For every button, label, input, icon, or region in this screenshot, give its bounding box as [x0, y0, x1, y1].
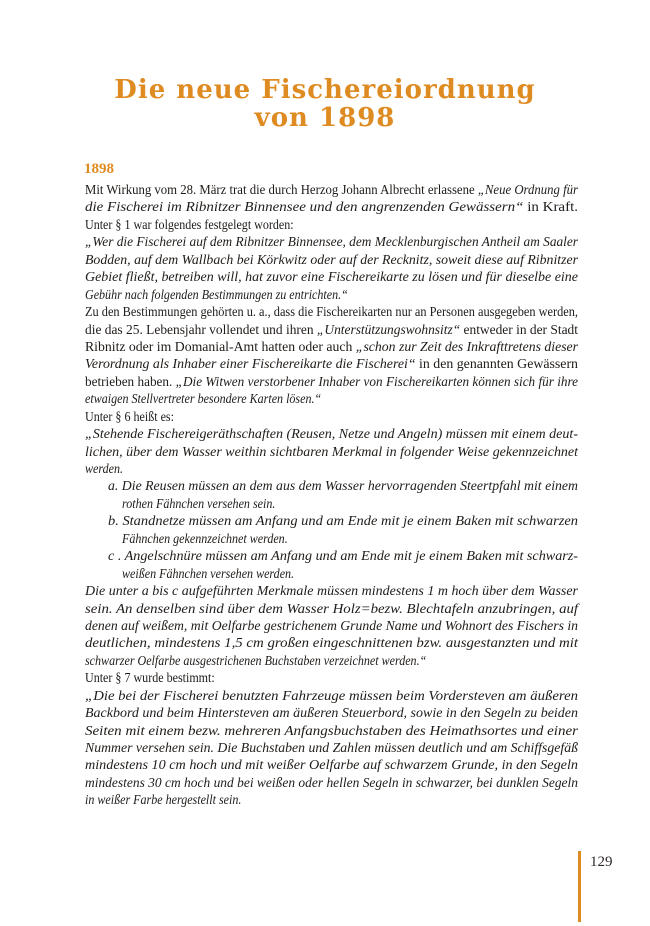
- quoted-italic-text: die Fischerei im Ribnitzer Binnensee und den angrenzenden Gewässern“: [85, 200, 524, 216]
- line-text: [85, 705, 578, 722]
- quoted-italic-text: „Unterstützungswohnsitz“: [316, 322, 461, 338]
- narrative-text: die das 25. Lebensjahr vollendet und ihren: [85, 322, 317, 338]
- narrative-text: betrieben haben.: [85, 374, 176, 390]
- body-line: [85, 635, 578, 652]
- quoted-italic-text: b. Standnetze müssen am Anfang und am Ende mit je einem Baken mit schwarzen: [108, 514, 578, 530]
- line-text: [108, 548, 578, 565]
- body-line: [85, 426, 578, 443]
- quoted-italic-text: „Stehende Fischereigeräthschaften (Reusen, Netze und Angeln) müssen mit einem deut-: [85, 427, 578, 443]
- narrative-text: Unter § 7 wurde bestimmt:: [85, 671, 215, 687]
- body-line: [85, 653, 578, 670]
- body-line: [85, 322, 578, 339]
- quoted-italic-text: Gebiet fließt, betreiben will, hat zuvor eine Fischereikarte zu lösen und für dieselbe eine: [85, 270, 578, 286]
- body-line: [85, 391, 578, 408]
- quoted-italic-text: c . Angelschnüre müssen am Anfang und am Ende mit je einem Baken mit schwarz-: [108, 549, 578, 565]
- line-text: [85, 409, 174, 426]
- quoted-italic-text: „Die Witwen verstorbener Inhaber von Fischereikarten können sich für ihre: [175, 374, 578, 390]
- body-line: [85, 670, 578, 687]
- line-text: [85, 635, 578, 652]
- quoted-italic-text: „Wer die Fischerei auf dem Ribnitzer Binnensee, dem Mecklenburgischen Antheil am Saaler: [85, 235, 578, 251]
- line-text: [85, 426, 578, 443]
- body-line: [85, 287, 578, 304]
- line-text: [85, 356, 578, 373]
- body-line: [85, 356, 578, 373]
- quoted-italic-text: Fähnchen gekennzeichnet werden.: [122, 531, 288, 547]
- line-text: [122, 566, 294, 583]
- body-line: [85, 775, 578, 792]
- narrative-text: entweder in der Stadt: [460, 322, 578, 338]
- quoted-italic-text: schwarzer Oelfarbe ausgestrichenen Buchstaben verzeichnet werden.“: [85, 653, 427, 669]
- line-text: [85, 391, 321, 408]
- line-text: [122, 496, 275, 513]
- quoted-italic-text: mindestens 30 cm hoch und bei weißen oder hellen Segeln in schwarzer, bei dunklen Segeln: [85, 775, 578, 791]
- line-text: [85, 670, 215, 687]
- section-heading-year: 1898: [84, 161, 114, 177]
- body-line: [85, 496, 578, 513]
- body-line: [85, 583, 578, 600]
- line-text: [85, 234, 578, 251]
- narrative-text: Ribnitz oder im Domanial-Amt hatten oder auch: [85, 339, 356, 355]
- line-text: [85, 322, 578, 339]
- narrative-text: in Kraft.: [523, 200, 578, 216]
- body-line: [85, 234, 578, 251]
- body-line: [85, 304, 578, 321]
- quoted-italic-text: Verordnung als Inhaber einer Fischereikarte die Fischerei“: [85, 357, 416, 373]
- line-text: [85, 792, 241, 809]
- quoted-italic-text: weißen Fähnchen versehen werden.: [122, 566, 295, 582]
- line-text: [85, 182, 578, 199]
- line-text: [122, 531, 288, 548]
- body-line: [85, 531, 578, 548]
- body-line: [85, 182, 578, 199]
- quoted-italic-text: lichen, über dem Wasser weithin sichtbaren Merkmal in folgender Weise gekennzeichnet: [85, 444, 578, 460]
- body-line: [85, 513, 578, 530]
- quoted-italic-text: Bodden, auf dem Wallbach bei Körkwitz oder auf der Recknitz, soweit diese auf Ribnitzer: [85, 252, 578, 268]
- quoted-italic-text: a. Die Reusen müssen an dem aus dem Wasser hervorragenden Steertpfahl mit einem: [108, 479, 578, 495]
- quoted-italic-text: Nummer versehen sein. Die Buchstaben und Zahlen müssen deutlich und am Schiffsgefäß: [85, 741, 578, 756]
- body-line: [85, 217, 578, 234]
- narrative-text: Unter § 6 heißt es:: [85, 409, 174, 425]
- quoted-italic-text: Seiten mit einem bezw. mehreren Anfangsbuchstaben des Heimathsortes und einer: [85, 723, 578, 739]
- body-line: [85, 269, 578, 286]
- body-line: [85, 618, 578, 635]
- narrative-text: Zu den Bestimmungen gehörten u. a., dass die Fischereikarten nur an Personen ausgegeben werden,: [85, 305, 578, 321]
- quoted-italic-text: mindestens 10 cm hoch und mit weißer Oelfarbe auf schwarzem Grunde, in den Segeln: [85, 758, 578, 774]
- line-text: [85, 374, 578, 391]
- page-number: 129: [590, 854, 613, 870]
- narrative-text: Mit Wirkung vom 28. März trat die durch Herzog Johann Albrecht erlassene: [85, 183, 478, 198]
- body-line: [85, 757, 578, 774]
- line-text: [85, 653, 426, 670]
- body-line: [85, 792, 578, 809]
- page-title-line2: von 1898: [254, 103, 396, 133]
- body-line: [85, 723, 578, 740]
- quoted-italic-text: Die unter a bis c aufgeführten Merkmale müssen mindestens 1 m hoch über dem Wasser: [85, 584, 578, 600]
- line-text: [85, 252, 578, 269]
- quoted-italic-text: Backbord und beim Hintersteven am äußeren Steuerbord, sowie in den Segeln zu beiden: [85, 706, 578, 722]
- quoted-italic-text: etwaigen Stellvertreter besondere Karten lösen.“: [85, 392, 322, 408]
- quoted-italic-text: „Die bei der Fischerei benutzten Fahrzeuge müssen beim Vordersteven am äußeren: [85, 688, 578, 704]
- page-title-line1: Die neue Fischereiordnung: [114, 75, 536, 105]
- line-text: [85, 688, 578, 705]
- body-line: [85, 740, 578, 757]
- line-text: [85, 601, 578, 618]
- line-text: [108, 478, 578, 495]
- page-title: [0, 76, 650, 132]
- line-text: [85, 287, 348, 304]
- line-text: [85, 757, 578, 774]
- body-line: [85, 461, 578, 478]
- quoted-italic-text: in weißer Farbe hergestellt sein.: [85, 793, 242, 809]
- quoted-italic-text: rothen Fähnchen versehen sein.: [122, 496, 276, 512]
- quoted-italic-text: „Neue Ordnung für: [477, 183, 578, 198]
- quoted-italic-text: „schon zur Zeit des Inkrafttretens dieser: [355, 339, 578, 355]
- body-text: [85, 182, 578, 810]
- line-text: [108, 513, 578, 530]
- line-text: [85, 775, 578, 792]
- body-line: [85, 478, 578, 495]
- body-line: [85, 688, 578, 705]
- line-text: [85, 740, 578, 757]
- line-text: [85, 444, 578, 461]
- line-text: [85, 269, 578, 286]
- quoted-italic-text: Gebühr nach folgenden Bestimmungen zu entrichten.“: [85, 287, 348, 303]
- line-text: [85, 583, 578, 600]
- line-text: [85, 199, 578, 216]
- narrative-text: in den genannten Gewässern: [415, 357, 578, 373]
- body-line: [85, 548, 578, 565]
- quoted-italic-text: sein. An denselben sind über dem Wasser Holz=bezw. Blechtafeln anzubringen, auf: [85, 601, 578, 617]
- body-line: [85, 339, 578, 356]
- body-line: [85, 444, 578, 461]
- line-text: [85, 339, 578, 356]
- body-line: [85, 374, 578, 391]
- line-text: [85, 723, 578, 740]
- body-line: [85, 705, 578, 722]
- footer-rule: [578, 851, 581, 922]
- quoted-italic-text: denen auf weißem, mit Oelfarbe gestrichenem Grunde Name und Wohnort des Fischers in: [85, 618, 578, 634]
- body-line: [85, 199, 578, 216]
- line-text: [85, 217, 294, 234]
- narrative-text: Unter § 1 war folgendes festgelegt worden:: [85, 217, 294, 233]
- body-line: [85, 566, 578, 583]
- body-line: [85, 252, 578, 269]
- line-text: [85, 618, 578, 635]
- body-line: [85, 601, 578, 618]
- quoted-italic-text: deutlichen, mindestens 1,5 cm großen eingeschnittenen bzw. ausgestanzten und mit: [85, 636, 578, 652]
- body-line: [85, 409, 578, 426]
- quoted-italic-text: werden.: [85, 462, 124, 477]
- line-text: [85, 304, 578, 321]
- line-text: [85, 461, 123, 478]
